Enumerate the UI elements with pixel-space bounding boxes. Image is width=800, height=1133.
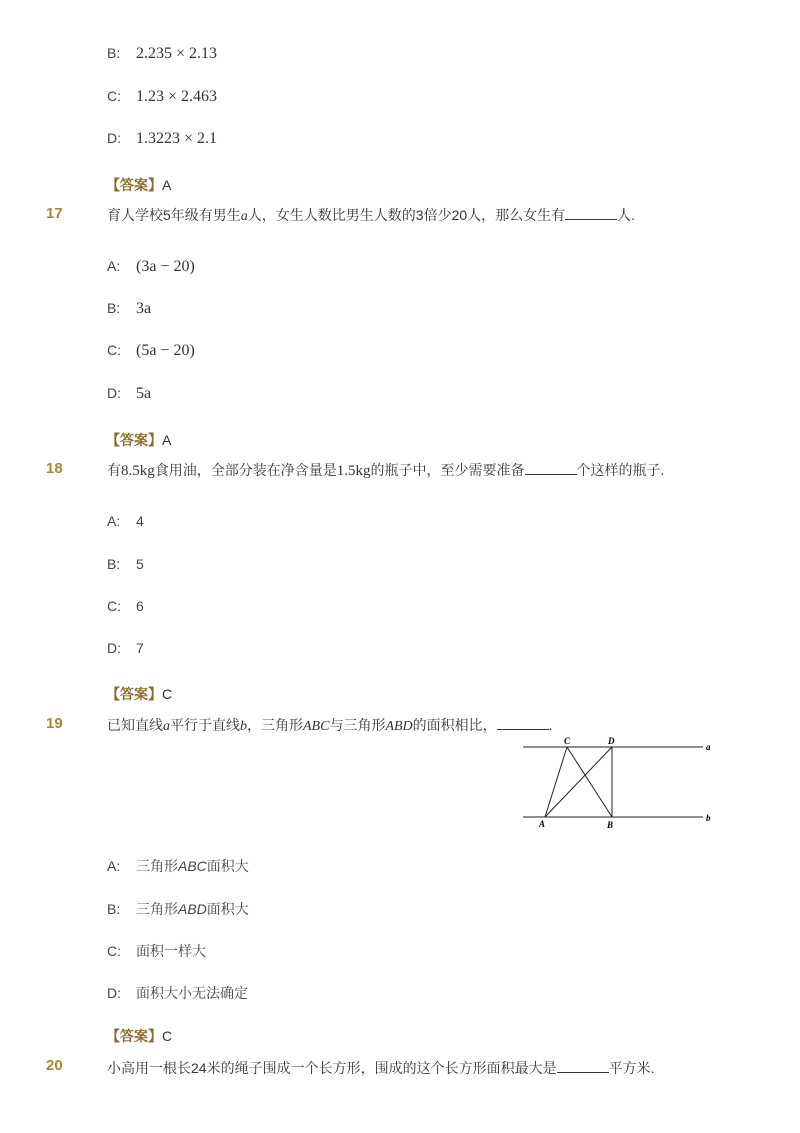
text: ，三角形: [247, 717, 303, 733]
segment-ad: [545, 747, 612, 817]
answer-tag: 【答案】: [106, 177, 162, 193]
q18-option-a: [107, 513, 144, 529]
answer-blank: [525, 462, 577, 475]
option-letter: A:: [107, 858, 121, 874]
option-letter: D:: [107, 385, 121, 401]
question-20-text: [107, 1058, 654, 1078]
option-letter: A:: [107, 258, 121, 274]
option-text: 面积一样大: [136, 943, 206, 959]
option-value: 4: [136, 513, 144, 529]
option-value: 6: [136, 598, 144, 614]
q16-option-b: [107, 45, 217, 63]
option-var: ABC: [178, 858, 207, 874]
label-d: D: [608, 736, 615, 746]
answer-tag: 【答案】: [106, 1028, 162, 1044]
q19-option-d: [107, 983, 248, 1003]
question-17-text: [107, 205, 635, 225]
option-value: 1.23 × 2.463: [136, 88, 218, 105]
q16-option-c: [107, 88, 217, 106]
option-letter: C:: [107, 342, 121, 358]
question-number-17: 17: [46, 205, 63, 222]
label-a: A: [539, 819, 546, 829]
answer-blank: [497, 717, 549, 730]
answer-value: C: [162, 686, 173, 702]
q17-option-d: [107, 385, 151, 403]
option-letter: A:: [107, 513, 121, 529]
label-c: C: [564, 736, 571, 746]
text: 已知直线: [107, 717, 163, 733]
option-value: 5: [136, 556, 144, 572]
text: 人.: [617, 207, 636, 223]
option-value: 5a: [136, 385, 152, 402]
text: 平方米.: [608, 1060, 655, 1076]
answer-blank: [565, 207, 617, 220]
var: ABC: [303, 719, 330, 734]
option-letter: B:: [107, 300, 121, 316]
q16-option-d: [107, 130, 217, 148]
option-letter: D:: [107, 985, 121, 1001]
q18-option-c: [107, 598, 144, 614]
math: 1.5kg: [336, 463, 371, 479]
option-letter: C:: [107, 598, 121, 614]
text: 的瓶子中，至少需要准备: [370, 462, 525, 478]
q18-option-b: [107, 556, 144, 572]
option-letter: C:: [107, 943, 121, 959]
math: 8.5kg: [121, 463, 155, 479]
segment-cb: [567, 747, 612, 817]
q19-answer: [106, 1026, 172, 1046]
text: 个这样的瓶子.: [576, 462, 665, 478]
option-value: 7: [136, 640, 144, 656]
text: .: [548, 717, 553, 733]
q19-option-c: [107, 941, 206, 961]
question-number-20: 20: [46, 1057, 63, 1074]
option-text: 三角形: [136, 901, 178, 917]
label-b: B: [607, 820, 614, 830]
text: 小高用一根长24米的绳子围成一个长方形，围成的这个长方形面积最大是: [107, 1060, 557, 1076]
question-number-19: 19: [46, 715, 63, 732]
answer-value: A: [162, 432, 172, 448]
option-value: (5a − 20): [136, 342, 195, 359]
option-var: ABD: [178, 901, 207, 917]
q17-option-b: [107, 300, 151, 318]
text: 平行于直线: [170, 717, 240, 733]
q17-option-a: [107, 258, 195, 276]
q17-answer: [106, 430, 171, 450]
text: 育人学校5年级有男生: [107, 207, 241, 223]
answer-value: C: [162, 1028, 173, 1044]
option-letter: D:: [107, 640, 121, 656]
var: a: [240, 209, 248, 224]
label-b-line: b: [706, 813, 711, 823]
q18-option-d: [107, 640, 144, 656]
var: b: [240, 719, 247, 734]
option-letter: C:: [107, 88, 121, 104]
q18-answer: [106, 684, 172, 704]
option-letter: D:: [107, 130, 121, 146]
text: 食用油，全部分装在净含量是: [154, 462, 337, 478]
option-text: 三角形: [136, 858, 178, 874]
segment-ac: [545, 747, 567, 817]
var: a: [163, 719, 170, 734]
option-value: 2.235 × 2.13: [136, 45, 218, 62]
question-19-text: [107, 715, 553, 735]
option-text: 面积大: [206, 901, 249, 917]
q19-option-b: [107, 899, 249, 919]
answer-tag: 【答案】: [106, 686, 162, 702]
option-value: 3a: [136, 300, 152, 317]
label-a-line: a: [706, 742, 711, 752]
answer-value: A: [162, 177, 172, 193]
option-letter: B:: [107, 556, 121, 572]
option-letter: B:: [107, 901, 121, 917]
question-number-18: 18: [46, 460, 63, 477]
question-18-text: [107, 460, 664, 480]
option-letter: B:: [107, 45, 121, 61]
text: 有: [107, 462, 121, 478]
var: ABD: [385, 719, 413, 734]
option-value: 1.3223 × 2.1: [136, 130, 218, 147]
parallel-lines-figure: [515, 735, 725, 835]
q17-option-c: [107, 342, 195, 360]
text: 的面积相比，: [412, 717, 497, 733]
answer-tag: 【答案】: [106, 432, 162, 448]
text: 与三角形: [329, 717, 386, 733]
answer-blank: [557, 1060, 609, 1073]
option-text: 面积大: [206, 858, 249, 874]
option-text: 面积大小无法确定: [136, 985, 248, 1001]
q19-option-a: [107, 856, 249, 876]
q16-answer: [106, 175, 171, 195]
option-value: (3a − 20): [136, 258, 195, 275]
text: 人，女生人数比男生人数的3倍少20人，那么女生有: [247, 207, 566, 223]
